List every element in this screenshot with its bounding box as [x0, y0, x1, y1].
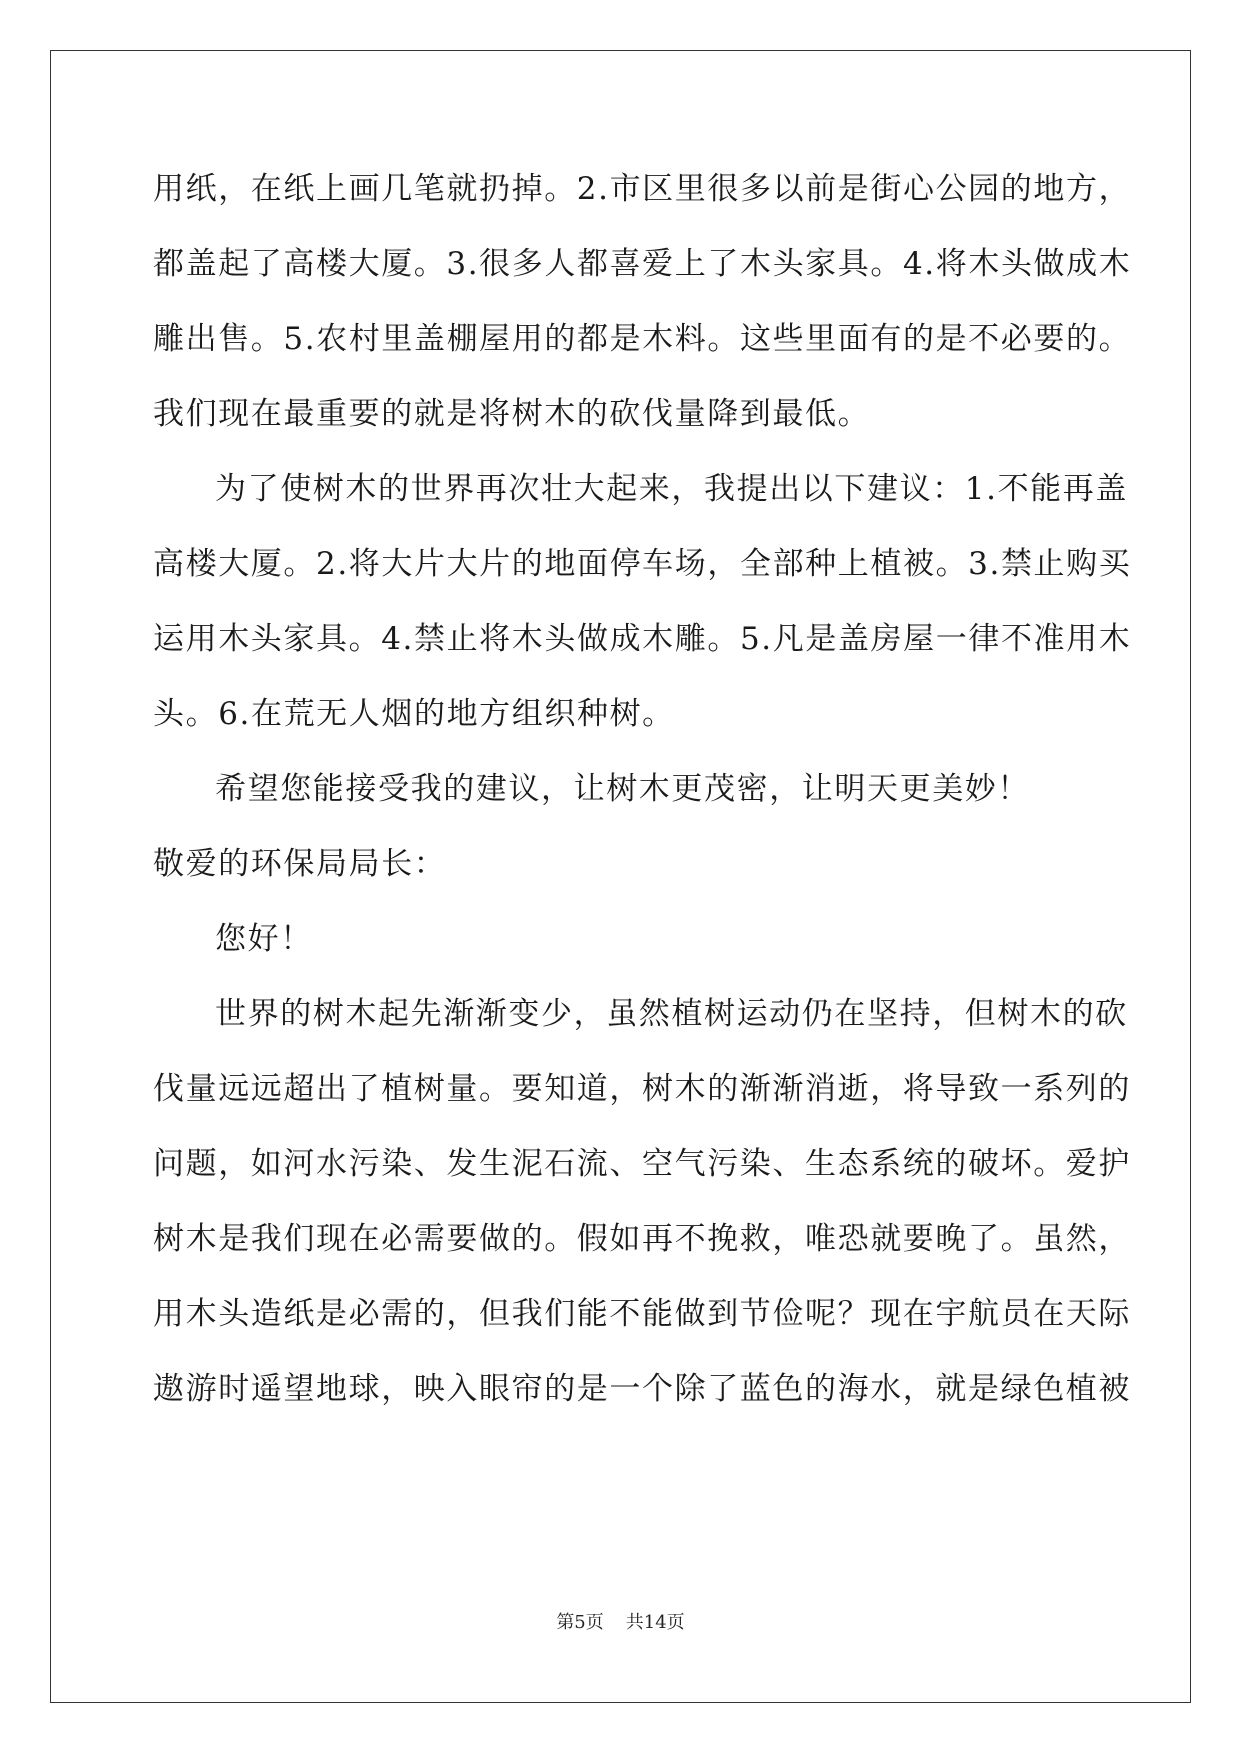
- text-line: 伐量远远超出了植树量。要知道，树木的渐渐消逝，将导致一系列的: [153, 1071, 1131, 1107]
- text-line: 运用木头家具。4.禁止将木头做成木雕。5.凡是盖房屋一律不准用木: [153, 621, 1132, 657]
- text-line: 我们现在最重要的就是将树木的砍伐量降到最低。: [153, 396, 871, 432]
- text-line: 高楼大厦。2.将大片大片的地面停车场，全部种上植被。3.禁止购买: [153, 546, 1132, 582]
- text-line: 树木是我们现在必需要做的。假如再不挽救，唯恐就要晚了。虽然，: [153, 1221, 1131, 1257]
- salutation-line: 敬爱的环保局局长：: [153, 846, 447, 882]
- text-line: 都盖起了高楼大厦。3.很多人都喜爱上了木头家具。4.将木头做成木: [153, 246, 1132, 282]
- text-line: 用纸，在纸上画几笔就扔掉。2.市区里很多以前是街心公园的地方，: [153, 171, 1132, 207]
- page-footer: [0, 1608, 1241, 1634]
- text-line: 雕出售。5.农村里盖棚屋用的都是木料。这些里面有的是不必要的。: [153, 321, 1132, 357]
- paragraph-start-line: 希望您能接受我的建议，让树木更茂密，让明天更美妙！: [215, 771, 1030, 807]
- greeting-line: 您好！: [215, 921, 313, 957]
- page-total: 共14页: [625, 1612, 685, 1633]
- text-line: 头。6.在荒无人烟的地方组织种树。: [153, 696, 675, 732]
- document-body: [153, 162, 1132, 1437]
- paragraph-start-line: 世界的树木起先渐渐变少，虽然植树运动仍在坚持，但树木的砍: [215, 996, 1128, 1032]
- text-line: 遨游时遥望地球，映入眼帘的是一个除了蓝色的海水，就是绿色植被: [153, 1371, 1131, 1407]
- text-line: 问题，如河水污染、发生泥石流、空气污染、生态系统的破坏。爱护: [153, 1146, 1131, 1182]
- text-line: 用木头造纸是必需的，但我们能不能做到节俭呢？现在宇航员在天际: [153, 1296, 1131, 1332]
- page-number: 第5页: [556, 1612, 604, 1633]
- paragraph-start-line: 为了使树木的世界再次壮大起来，我提出以下建议：1.不能再盖: [215, 471, 1128, 507]
